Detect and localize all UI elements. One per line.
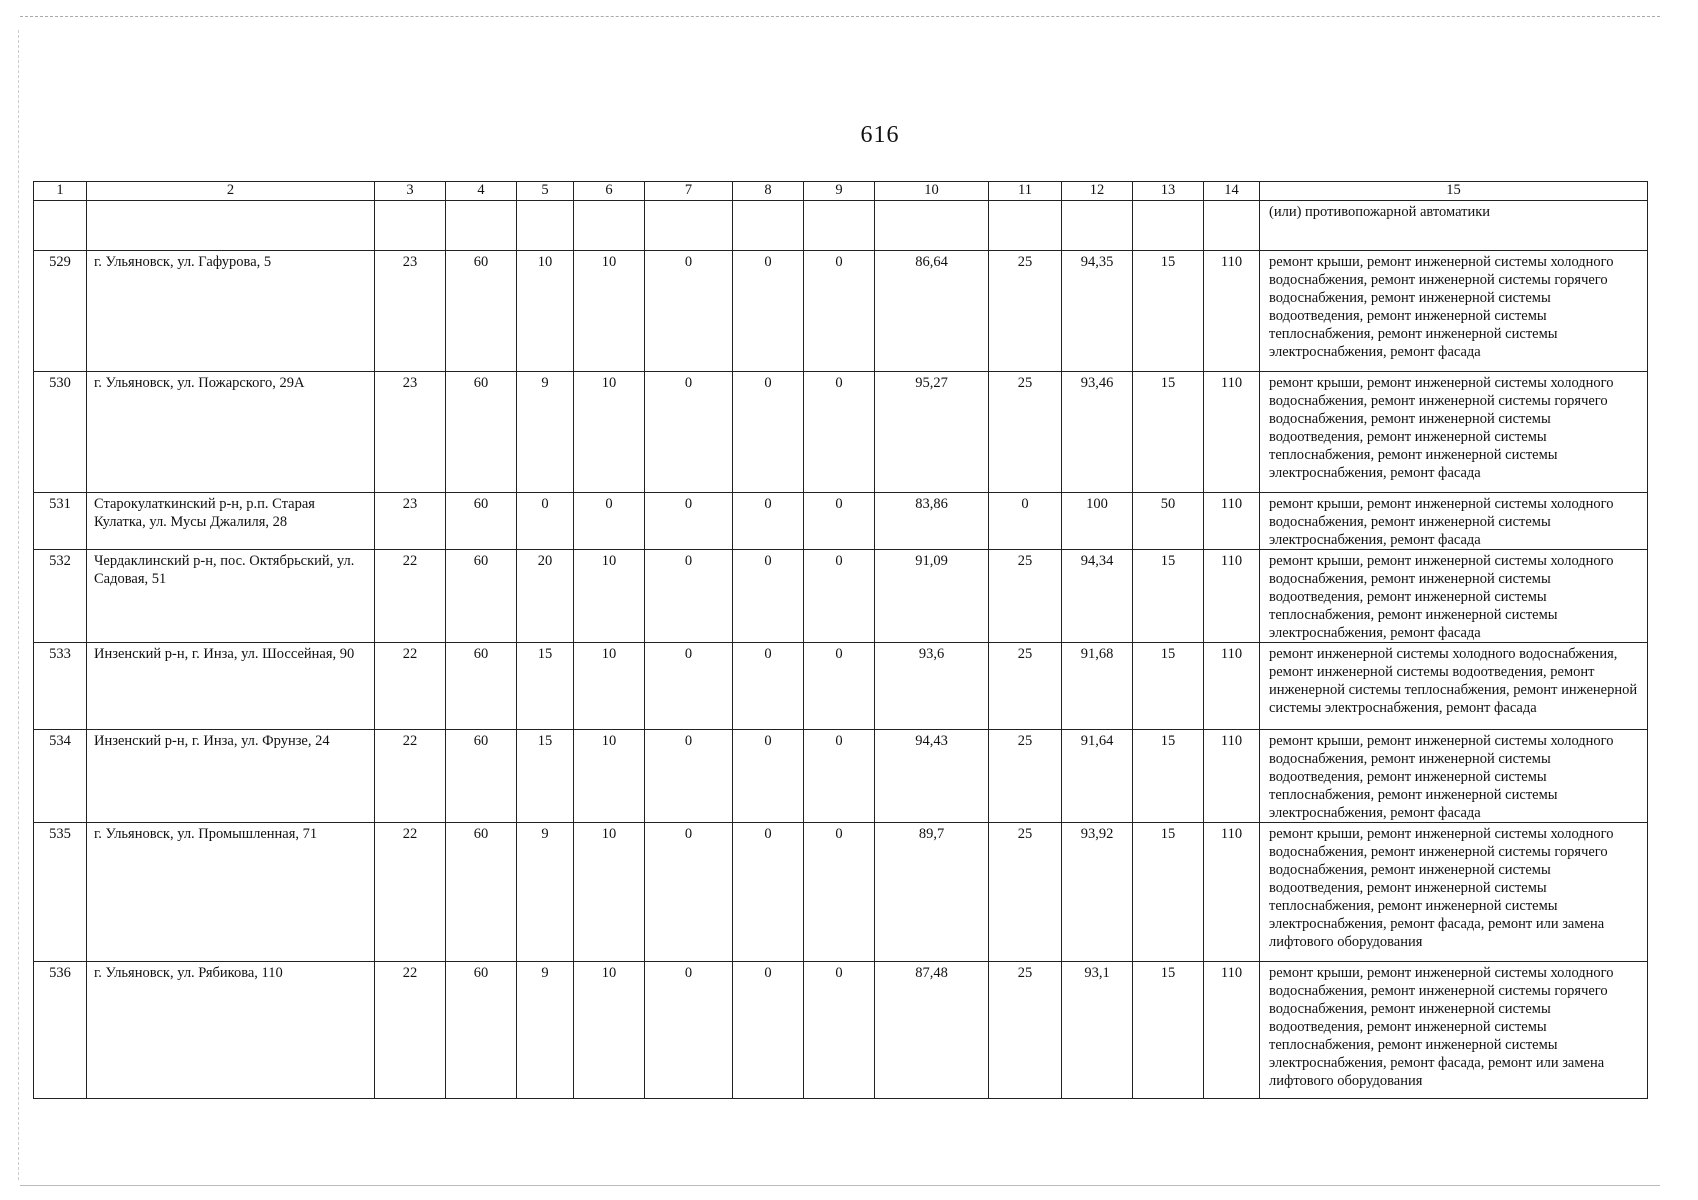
register-table [33,181,1648,1099]
column-header: 5 [517,182,574,201]
table-cell [875,201,989,251]
value-cell: 110 [1204,493,1260,550]
value-cell: 60 [446,372,517,493]
value-cell: 9 [517,823,574,962]
value-cell: 15 [517,730,574,823]
column-number-row [34,182,1648,201]
value-cell: 89,7 [875,823,989,962]
value-cell: 60 [446,823,517,962]
address-cell: Инзенский р-н, г. Инза, ул. Шоссейная, 90 [87,643,375,730]
table-row [34,550,1648,643]
column-header: 13 [1133,182,1204,201]
column-header: 11 [989,182,1062,201]
value-cell: 0 [733,962,804,1099]
value-cell: 110 [1204,372,1260,493]
value-cell: 0 [574,493,645,550]
value-cell: 0 [804,493,875,550]
value-cell: 25 [989,962,1062,1099]
table-row [34,493,1648,550]
column-header: 2 [87,182,375,201]
value-cell: 0 [733,251,804,372]
works-cell: ремонт крыши, ремонт инженерной системы холодного водоснабжения, ремонт инженерной системы горячего водоснабжения, ремонт инженерной системы водоотведения, ремонт инженерной системы теплоснабжения, ремонт инженерной системы электроснабжения, ремонт фасада, ремонт или замена лифтового оборудования [1260,823,1648,962]
value-cell: 25 [989,372,1062,493]
value-cell: 22 [375,962,446,1099]
value-cell: 110 [1204,251,1260,372]
continuation-works-cell: (или) противопожарной автоматики [1260,201,1648,251]
row-number-cell: 533 [34,643,87,730]
works-cell: ремонт инженерной системы холодного водоснабжения, ремонт инженерной системы водоотведения, ремонт инженерной системы теплоснабжения, ремонт инженерной системы электроснабжения, ремонт фасада [1260,643,1648,730]
value-cell: 0 [645,823,733,962]
row-number-cell: 534 [34,730,87,823]
value-cell: 15 [1133,372,1204,493]
works-cell: ремонт крыши, ремонт инженерной системы холодного водоснабжения, ремонт инженерной системы электроснабжения, ремонт фасада [1260,493,1648,550]
table-cell [517,201,574,251]
value-cell: 110 [1204,550,1260,643]
table-cell [375,201,446,251]
value-cell: 23 [375,251,446,372]
value-cell: 0 [645,550,733,643]
value-cell: 110 [1204,823,1260,962]
value-cell: 86,64 [875,251,989,372]
table-cell [804,201,875,251]
value-cell: 91,64 [1062,730,1133,823]
value-cell: 0 [645,251,733,372]
value-cell: 10 [574,251,645,372]
continuation-row [34,201,1648,251]
value-cell: 87,48 [875,962,989,1099]
value-cell: 0 [733,550,804,643]
value-cell: 10 [574,372,645,493]
value-cell: 15 [1133,550,1204,643]
value-cell: 0 [804,251,875,372]
value-cell: 94,35 [1062,251,1133,372]
value-cell: 60 [446,643,517,730]
value-cell: 25 [989,643,1062,730]
value-cell: 10 [574,823,645,962]
table-cell [574,201,645,251]
value-cell: 60 [446,251,517,372]
value-cell: 93,1 [1062,962,1133,1099]
column-header: 12 [1062,182,1133,201]
value-cell: 0 [733,372,804,493]
table-cell [1133,201,1204,251]
value-cell: 91,09 [875,550,989,643]
row-number-cell: 531 [34,493,87,550]
column-header: 14 [1204,182,1260,201]
column-header: 6 [574,182,645,201]
value-cell: 83,86 [875,493,989,550]
value-cell: 94,43 [875,730,989,823]
value-cell: 15 [1133,730,1204,823]
value-cell: 0 [733,823,804,962]
table-cell [733,201,804,251]
value-cell: 25 [989,730,1062,823]
table-cell [645,201,733,251]
value-cell: 22 [375,550,446,643]
value-cell: 0 [645,643,733,730]
value-cell: 15 [1133,643,1204,730]
value-cell: 15 [1133,962,1204,1099]
works-cell: ремонт крыши, ремонт инженерной системы холодного водоснабжения, ремонт инженерной системы горячего водоснабжения, ремонт инженерной системы водоотведения, ремонт инженерной системы теплоснабжения, ремонт инженерной системы электроснабжения, ремонт фасада [1260,372,1648,493]
address-cell: Старокулаткинский р-н, р.п. Старая Кулатка, ул. Мусы Джалиля, 28 [87,493,375,550]
value-cell: 10 [517,251,574,372]
value-cell: 93,46 [1062,372,1133,493]
column-header: 4 [446,182,517,201]
address-cell: г. Ульяновск, ул. Рябикова, 110 [87,962,375,1099]
value-cell: 93,6 [875,643,989,730]
works-cell: ремонт крыши, ремонт инженерной системы холодного водоснабжения, ремонт инженерной системы горячего водоснабжения, ремонт инженерной системы водоотведения, ремонт инженерной системы теплоснабжения, ремонт инженерной системы электроснабжения, ремонт фасада, ремонт или замена лифтового оборудования [1260,962,1648,1099]
top-margin-rule [20,16,1660,17]
value-cell: 95,27 [875,372,989,493]
value-cell: 9 [517,372,574,493]
value-cell: 50 [1133,493,1204,550]
table-cell [989,201,1062,251]
works-cell: ремонт крыши, ремонт инженерной системы холодного водоснабжения, ремонт инженерной системы водоотведения, ремонт инженерной системы теплоснабжения, ремонт инженерной системы электроснабжения, ремонт фасада [1260,730,1648,823]
value-cell: 23 [375,493,446,550]
works-cell: ремонт крыши, ремонт инженерной системы холодного водоснабжения, ремонт инженерной системы горячего водоснабжения, ремонт инженерной системы водоотведения, ремонт инженерной системы теплоснабжения, ремонт инженерной системы электроснабжения, ремонт фасада [1260,251,1648,372]
address-cell: г. Ульяновск, ул. Промышленная, 71 [87,823,375,962]
value-cell: 22 [375,823,446,962]
value-cell: 20 [517,550,574,643]
value-cell: 0 [804,550,875,643]
value-cell: 0 [804,823,875,962]
value-cell: 0 [989,493,1062,550]
table-row [34,962,1648,1099]
row-number-cell: 535 [34,823,87,962]
value-cell: 22 [375,730,446,823]
row-number-cell: 536 [34,962,87,1099]
value-cell: 23 [375,372,446,493]
value-cell: 91,68 [1062,643,1133,730]
page-number: 616 [860,122,900,148]
value-cell: 110 [1204,730,1260,823]
value-cell: 0 [804,962,875,1099]
row-number-cell: 529 [34,251,87,372]
value-cell: 94,34 [1062,550,1133,643]
value-cell: 22 [375,643,446,730]
column-header: 15 [1260,182,1648,201]
works-cell: ремонт крыши, ремонт инженерной системы холодного водоснабжения, ремонт инженерной системы водоотведения, ремонт инженерной системы теплоснабжения, ремонт инженерной системы электроснабжения, ремонт фасада [1260,550,1648,643]
table-row [34,372,1648,493]
value-cell: 0 [645,962,733,1099]
value-cell: 60 [446,550,517,643]
value-cell: 25 [989,823,1062,962]
table-cell [446,201,517,251]
value-cell: 93,92 [1062,823,1133,962]
bottom-margin-rule [20,1185,1660,1186]
table-row [34,251,1648,372]
table-cell [1204,201,1260,251]
column-header: 7 [645,182,733,201]
address-cell: Инзенский р-н, г. Инза, ул. Фрунзе, 24 [87,730,375,823]
value-cell: 9 [517,962,574,1099]
value-cell: 60 [446,962,517,1099]
address-cell: Чердаклинский р-н, пос. Октябрьский, ул. Садовая, 51 [87,550,375,643]
value-cell: 110 [1204,643,1260,730]
value-cell: 0 [645,730,733,823]
column-header: 10 [875,182,989,201]
value-cell: 25 [989,251,1062,372]
table-row [34,643,1648,730]
row-number-cell: 530 [34,372,87,493]
value-cell: 60 [446,730,517,823]
value-cell: 0 [804,643,875,730]
value-cell: 25 [989,550,1062,643]
value-cell: 15 [517,643,574,730]
value-cell: 15 [1133,823,1204,962]
value-cell: 10 [574,550,645,643]
column-header: 1 [34,182,87,201]
table-cell [34,201,87,251]
table-header [34,182,1648,201]
table-cell [87,201,375,251]
value-cell: 10 [574,730,645,823]
column-header: 8 [733,182,804,201]
table-row [34,823,1648,962]
value-cell: 0 [645,372,733,493]
value-cell: 60 [446,493,517,550]
row-number-cell: 532 [34,550,87,643]
table-row [34,730,1648,823]
value-cell: 10 [574,962,645,1099]
column-header: 3 [375,182,446,201]
value-cell: 0 [733,493,804,550]
left-margin-rule [18,30,19,1180]
value-cell: 0 [733,730,804,823]
value-cell: 100 [1062,493,1133,550]
value-cell: 0 [645,493,733,550]
value-cell: 0 [804,730,875,823]
value-cell: 15 [1133,251,1204,372]
value-cell: 0 [517,493,574,550]
column-header: 9 [804,182,875,201]
table-body [34,201,1648,1099]
value-cell: 0 [733,643,804,730]
table-cell [1062,201,1133,251]
value-cell: 110 [1204,962,1260,1099]
value-cell: 0 [804,372,875,493]
address-cell: г. Ульяновск, ул. Пожарского, 29А [87,372,375,493]
address-cell: г. Ульяновск, ул. Гафурова, 5 [87,251,375,372]
value-cell: 10 [574,643,645,730]
